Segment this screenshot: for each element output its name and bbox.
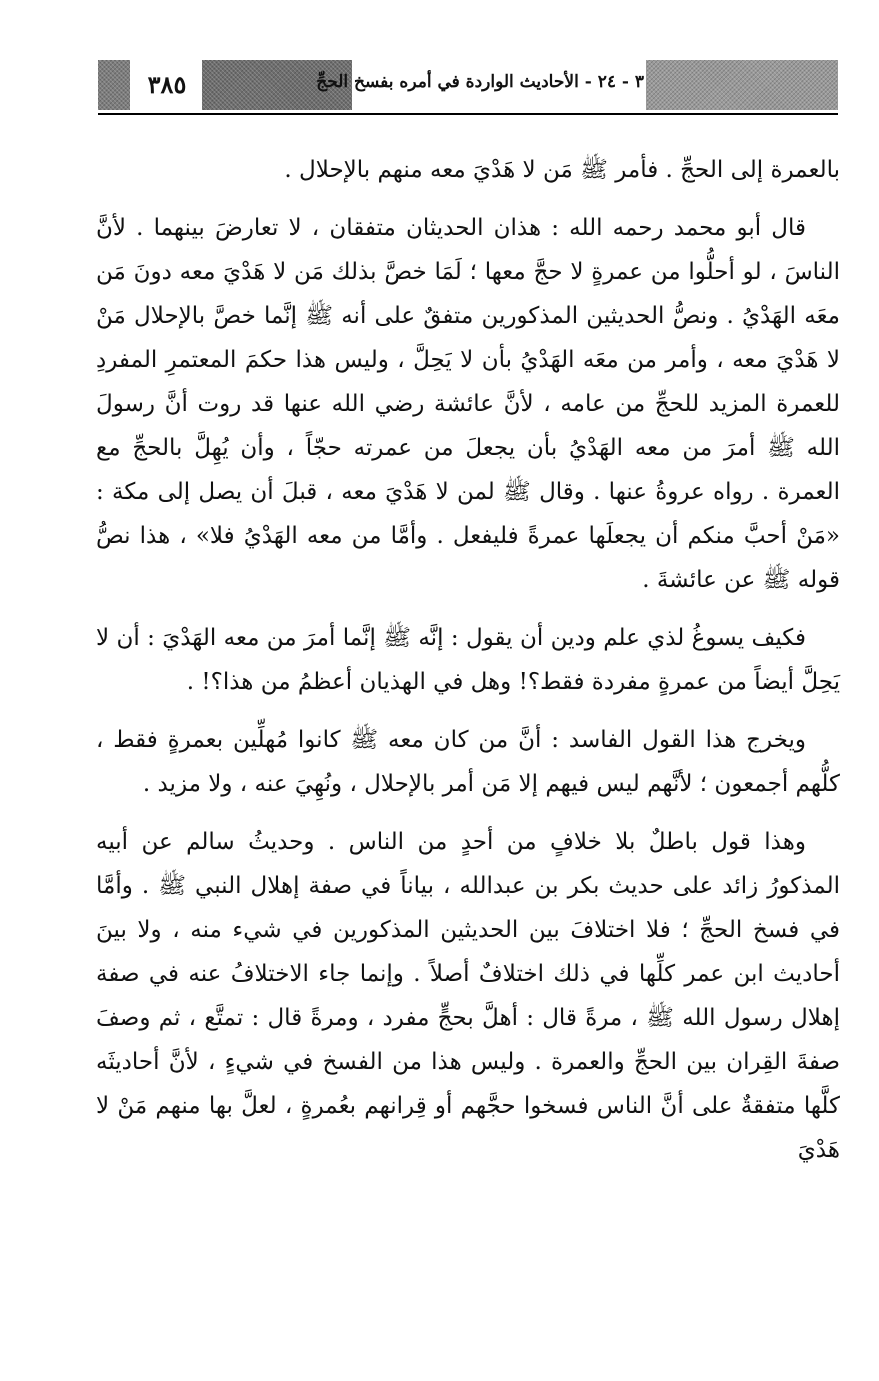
page-body: [96, 148, 840, 1186]
header-ornament-left: [98, 60, 130, 110]
paragraph-2: قال أبو محمد رحمه الله : هذان الحديثان متفقان ، لا تعارضَ بينهما . لأنَّ الناسَ ، لو أحلُّوا من عمرةٍ لا حجَّ معها ؛ لَمَا خصَّ بذلك مَن لا هَدْيَ معه دونَ مَن معَه الهَدْيُ . ونصُّ الحديثين المذكورين متفقٌ على أنه ﷺ إنَّما خصَّ بالإحلال مَنْ لا هَدْيَ معه ، وأمر من معَه الهَدْيُ بأن لا يَحِلَّ ، وليس هذا حكمَ المعتمرِ المفردِ للعمرة المزيد للحجِّ من عامه ، لأنَّ عائشة رضي الله عنها قد روت أنَّ رسولَ الله ﷺ أمرَ من معه الهَدْيُ بأن يجعلَ من عمرته حجّاً ، وأن يُهِلَّ بالحجِّ مع العمرة . رواه عروةُ عنها . وقال ﷺ لمن لا هَدْيَ معه ، قبلَ أن يصل إلى مكة : «مَنْ أحبَّ منكم أن يجعلَها عمرةً فليفعل . وأمَّا من معه الهَدْيُ فلا» ، هذا نصُّ قوله ﷺ عن عائشةَ .: [96, 215, 840, 593]
paragraph-1: بالعمرة إلى الحجِّ . فأمر ﷺ مَن لا هَدْيَ معه منهم بالإحلال .: [284, 157, 840, 183]
header-ornament-right: [646, 60, 838, 110]
paragraph-3: فكيف يسوغُ لذي علم ودين أن يقول : إنَّه ﷺ إنَّما أمرَ من معه الهَدْيَ : أن لا يَحِلَّ أيضاً من عمرةٍ مفردة فقط؟! وهل في الهذيان أعظمُ من هذا؟! .: [96, 625, 840, 695]
paragraph-5: وهذا قول باطلٌ بلا خلافٍ من أحدٍ من الناس . وحديثُ سالم عن أبيه المذكورُ زائد على حديث بكر بن عبدالله ، بياناً في صفة إهلال النبي ﷺ . وأمَّا في فسخ الحجِّ ؛ فلا اختلافَ بين الحديثين المذكورين في شيء منه ، ولا بينَ أحاديث ابن عمر كلِّها في ذلك اختلافٌ أصلاً . وإنما جاء الاختلافُ عنه في صفة إهلال رسول الله ﷺ ، مرةً قال : أهلَّ بحجٍّ مفرد ، ومرةً قال : تمتَّع ، ثم وصفَ صفةَ القِران بين الحجِّ والعمرة . وليس هذا من الفسخ في شيءٍ ، لأنَّ أحاديثَه كلَّها متفقةٌ على أنَّ الناس فسخوا حجَّهم أو قِرانهم بعُمرةٍ ، لعلَّ بها منهم مَنْ لا هَدْيَ: [96, 829, 840, 1163]
header-rule: [98, 113, 838, 115]
paragraph-4: ويخرج هذا القول الفاسد : أنَّ من كان معه ﷺ كانوا مُهلِّين بعمرةٍ فقط ، كلُّهم أجمعون ؛ لأنَّهم ليس فيهم إلا مَن أمر بالإحلال ، ونُهِيَ عنه ، ولا مزيد .: [96, 727, 840, 797]
running-title: ٣ - ٢٤ - الأحاديث الواردة في أمره بفسخ الحجِّ: [316, 72, 644, 92]
page-number: ٣٨٥: [147, 70, 187, 99]
running-header: [98, 60, 838, 114]
